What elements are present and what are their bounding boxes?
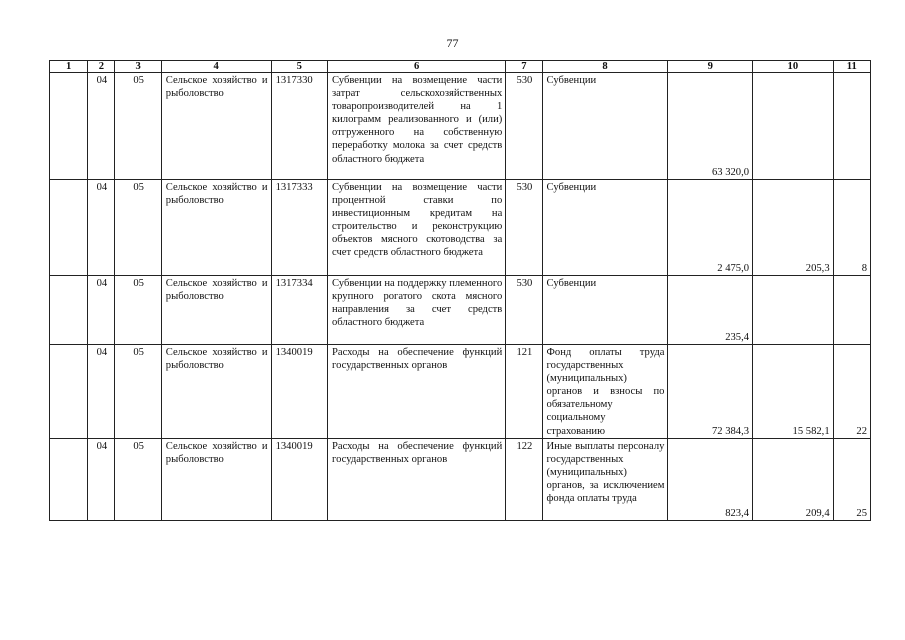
- cell-expense-type: 530: [506, 276, 542, 345]
- cell-subsection: 05: [115, 345, 161, 439]
- cell-amount-2: 15 582,1: [753, 345, 834, 439]
- cell-section: 04: [88, 345, 115, 439]
- column-header: 11: [833, 61, 870, 73]
- column-header: 10: [753, 61, 834, 73]
- column-header: 6: [327, 61, 505, 73]
- table-row: [50, 345, 871, 439]
- table-row: [50, 180, 871, 276]
- cell-section-name: Сельское хозяйство и рыболовство: [161, 73, 271, 180]
- page-number: 77: [446, 36, 459, 50]
- cell-target-name: Расходы на обеспечение функций государственных органов: [327, 438, 505, 520]
- cell-percent: [833, 276, 870, 345]
- cell-expense-name: Фонд оплаты труда государственных (муниципальных) органов и взносы по обязательному социальному страхованию: [542, 345, 668, 439]
- cell-subsection: 05: [115, 438, 161, 520]
- cell-subsection: 05: [115, 276, 161, 345]
- cell-section-name: Сельское хозяйство и рыболовство: [161, 180, 271, 276]
- cell-blank: [50, 438, 88, 520]
- cell-expense-type: 530: [506, 180, 542, 276]
- cell-expense-name: Субвенции: [542, 73, 668, 180]
- cell-percent: 8: [833, 180, 870, 276]
- table-row: [50, 276, 871, 345]
- table-row: [50, 438, 871, 520]
- cell-blank: [50, 276, 88, 345]
- cell-amount: 63 320,0: [668, 73, 753, 180]
- column-header: 2: [88, 61, 115, 73]
- cell-target-code: 1317334: [271, 276, 327, 345]
- cell-target-code: 1317330: [271, 73, 327, 180]
- column-header: 8: [542, 61, 668, 73]
- cell-target-name: Субвенции на поддержку племенного крупного рогатого скота мясного направления за счет средств областного бюджета: [327, 276, 505, 345]
- cell-amount: 2 475,0: [668, 180, 753, 276]
- cell-section-name: Сельское хозяйство и рыболовство: [161, 345, 271, 439]
- column-header: 1: [50, 61, 88, 73]
- cell-expense-type: 122: [506, 438, 542, 520]
- cell-expense-type: 530: [506, 73, 542, 180]
- budget-table: [49, 60, 871, 521]
- cell-expense-name: Субвенции: [542, 276, 668, 345]
- cell-blank: [50, 73, 88, 180]
- cell-blank: [50, 345, 88, 439]
- cell-target-name: Субвенции на возмещение части затрат сельскохозяйственных товаропроизводителей на 1 килограмм реализованного и (или) отгруженного на собственную переработку молока за счет средств областного бюджета: [327, 73, 505, 180]
- column-header: 7: [506, 61, 542, 73]
- cell-blank: [50, 180, 88, 276]
- cell-percent: 22: [833, 345, 870, 439]
- cell-percent: [833, 73, 870, 180]
- cell-target-code: 1317333: [271, 180, 327, 276]
- cell-amount: 72 384,3: [668, 345, 753, 439]
- cell-subsection: 05: [115, 73, 161, 180]
- cell-amount-2: 205,3: [753, 180, 834, 276]
- column-number-header: [50, 61, 871, 73]
- cell-amount-2: [753, 276, 834, 345]
- cell-target-code: 1340019: [271, 345, 327, 439]
- cell-section: 04: [88, 180, 115, 276]
- cell-amount: 823,4: [668, 438, 753, 520]
- table-row: [50, 73, 871, 180]
- cell-expense-type: 121: [506, 345, 542, 439]
- cell-section: 04: [88, 276, 115, 345]
- cell-expense-name: Субвенции: [542, 180, 668, 276]
- column-header: 9: [668, 61, 753, 73]
- cell-target-name: Расходы на обеспечение функций государственных органов: [327, 345, 505, 439]
- column-header: 5: [271, 61, 327, 73]
- cell-section: 04: [88, 73, 115, 180]
- cell-amount: 235,4: [668, 276, 753, 345]
- cell-amount-2: 209,4: [753, 438, 834, 520]
- column-header: 4: [161, 61, 271, 73]
- cell-subsection: 05: [115, 180, 161, 276]
- cell-section: 04: [88, 438, 115, 520]
- column-header: 3: [115, 61, 161, 73]
- cell-section-name: Сельское хозяйство и рыболовство: [161, 438, 271, 520]
- cell-target-code: 1340019: [271, 438, 327, 520]
- cell-percent: 25: [833, 438, 870, 520]
- cell-expense-name: Иные выплаты персоналу государственных (муниципальных) органов, за исключением фонда оплаты труда: [542, 438, 668, 520]
- cell-target-name: Субвенции на возмещение части процентной ставки по инвестиционным кредитам на строительство и реконструкцию объектов мясного скотоводства за счет средств областного бюджета: [327, 180, 505, 276]
- cell-amount-2: [753, 73, 834, 180]
- cell-section-name: Сельское хозяйство и рыболовство: [161, 276, 271, 345]
